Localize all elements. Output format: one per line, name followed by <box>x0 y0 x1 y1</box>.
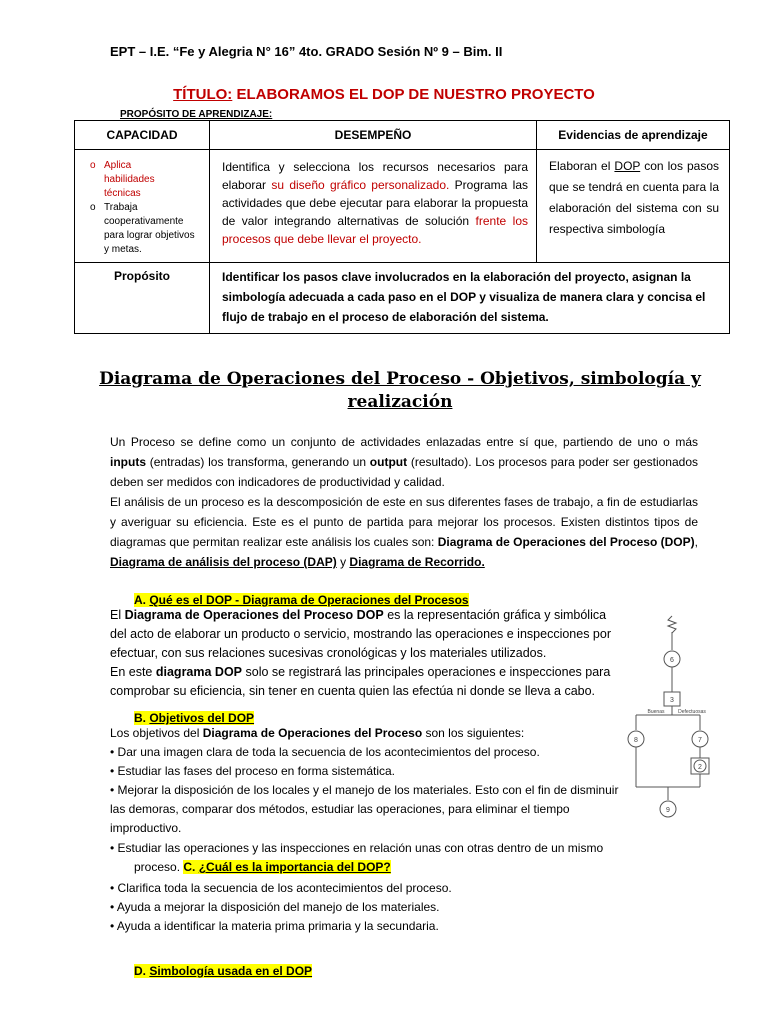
node-3: 3 <box>670 697 674 704</box>
section-a-text: El Diagrama de Operaciones del Proceso DOP es la representación gráfica y simbólica del acto de elaborar un producto o servicio, mostrando las operaciones e inspecciones por efectuar, con sus relaciones sucesivas cronológicas y los materiales utilizados. En este diagrama DOP solo se registrará las principales operaciones e inspecciones para comprobar su eficiencia, sin tener en cuenta quien las efectúa ni donde se lleva a cabo. <box>110 608 611 698</box>
list-item: • Clarifica toda la secuencia de los acontecimientos del proceso. <box>110 881 452 895</box>
document-header: EPT – I.E. “Fe y Alegria N° 16” 4to. GRADO Sesión Nº 9 – Bim. II <box>110 44 503 59</box>
section-c-letter: C. <box>183 860 196 874</box>
node-6: 6 <box>670 657 674 664</box>
list-item: • Ayuda a identificar la materia prima primaria y la secundaria. <box>110 919 439 933</box>
capacidad-cell <box>75 150 210 263</box>
label-buenas: Buenas <box>647 709 665 715</box>
section-b-text: Los objetivos del Diagrama de Operaciones del Proceso son los siguientes: • Dar una imagen clara de toda la secuencia de los acontecimientos del proceso. • Estudiar las fases del proceso en forma sistemática. • Mejorar la disposición de los locales y el manejo de los materiales. Esto con el fin de disminuir las demoras, comparar dos métodos, estudiar las operaciones, para eliminar el tiempo improductivo. <box>110 724 622 838</box>
table-header-row <box>75 121 730 150</box>
section-b-heading: B. Objetivos del DOP <box>134 711 255 725</box>
col-capacidad: CAPACIDAD <box>75 121 210 150</box>
page-title <box>0 86 768 103</box>
list-item: • Mejorar la disposición de los locales y el manejo de los materiales. Esto con el fin de disminuir las demoras, comparar dos métodos, estudiar las operaciones, para eliminar el tiempo improductivo. <box>110 783 619 835</box>
material-input-icon <box>668 616 676 633</box>
section-title: Diagrama de Operaciones del Proceso - Objetivos, simbología y realización <box>99 369 701 412</box>
node-2: 2 <box>698 764 702 771</box>
list-item: • Estudiar las operaciones y las inspecciones en relación unas con otras dentro de un mismo <box>110 841 604 855</box>
col-evidencias: Evidencias de aprendizaje <box>537 121 730 150</box>
section-a-heading: A. Qué es el DOP - Diagrama de Operaciones del Procesos <box>134 593 469 607</box>
intro-paragraphs <box>110 432 698 572</box>
section-c-text <box>110 879 630 936</box>
list-item: • Estudiar las fases del proceso en forma sistemática. <box>110 764 395 778</box>
list-item: o Trabaja cooperativamente para lograr objetivos y metas. <box>90 202 195 255</box>
section-c-heading: ¿Cuál es la importancia del DOP? <box>198 860 391 874</box>
desempeno-cell: Identifica y selecciona los recursos necesarios para elaborar su diseño gráfico personalizado. Programa las actividades que debe ejecutar para elaborar la propuesta de valor integrando alternativas de solución frente los procesos que debe llevar el proyecto. <box>210 150 537 263</box>
section-d-heading: D. Simbología usada en el DOP <box>134 964 313 978</box>
capacity-table <box>74 120 730 334</box>
intro-paragraph-2: El análisis de un proceso es la descomposición de este en sus diferentes fases de trabajo, a fin de estudiarlas y averiguar su eficiencia. Este es el punto de partida para mejorar los procesos. Existen distintos tipos de diagramas que permitan realizar este análisis los cuales son: Diagrama de Operaciones del Proceso (DOP), Diagrama de análisis del proceso (DAP) y Diagrama de Recorrido. <box>110 495 698 569</box>
list-item: • Dar una imagen clara de toda la secuencia de los acontecimientos del proceso. <box>110 745 540 759</box>
proposito-heading: PROPÓSITO DE APRENDIZAJE: <box>120 109 273 120</box>
list-item: o Aplica habilidades técnicas <box>90 160 155 199</box>
list-item-cont: proceso. C. ¿Cuál es la importancia del DOP? <box>134 860 391 874</box>
node-7: 7 <box>698 737 702 744</box>
node-9: 9 <box>666 807 670 814</box>
table-row <box>75 150 730 263</box>
list-item: • Ayuda a mejorar la disposición del manejo de los materiales. <box>110 900 440 914</box>
proposito-label: Propósito <box>75 263 210 334</box>
dop-diagram <box>620 612 730 828</box>
proposito-text: Identificar los pasos clave involucrados en la elaboración del proyecto, asignan la simbología adecuada a cada paso en el DOP y visualiza de manera clara y concisa el flujo de trabajo en el proceso de elaboración del sistema. <box>210 263 730 334</box>
title-text: ELABORAMOS EL DOP DE NUESTRO PROYECTO <box>236 86 595 103</box>
node-8: 8 <box>634 737 638 744</box>
col-desempeno: DESEMPEÑO <box>210 121 537 150</box>
title-label: TÍTULO: <box>173 86 233 103</box>
evidencias-cell: Elaboran el DOP con los pasos que se tendrá en cuenta para la elaboración del sistema con su respectiva simbología <box>537 150 730 263</box>
intro-paragraph-1: Un Proceso se define como un conjunto de actividades enlazadas entre sí que, partiendo de uno o más inputs (entradas) los transforma, generando un output (resultado). Los procesos para poder ser gestionados deben ser medidos con indicadores de productividad y calidad. <box>110 435 698 489</box>
table-row <box>75 263 730 334</box>
label-defectuosas: Defectuosas <box>678 709 706 715</box>
